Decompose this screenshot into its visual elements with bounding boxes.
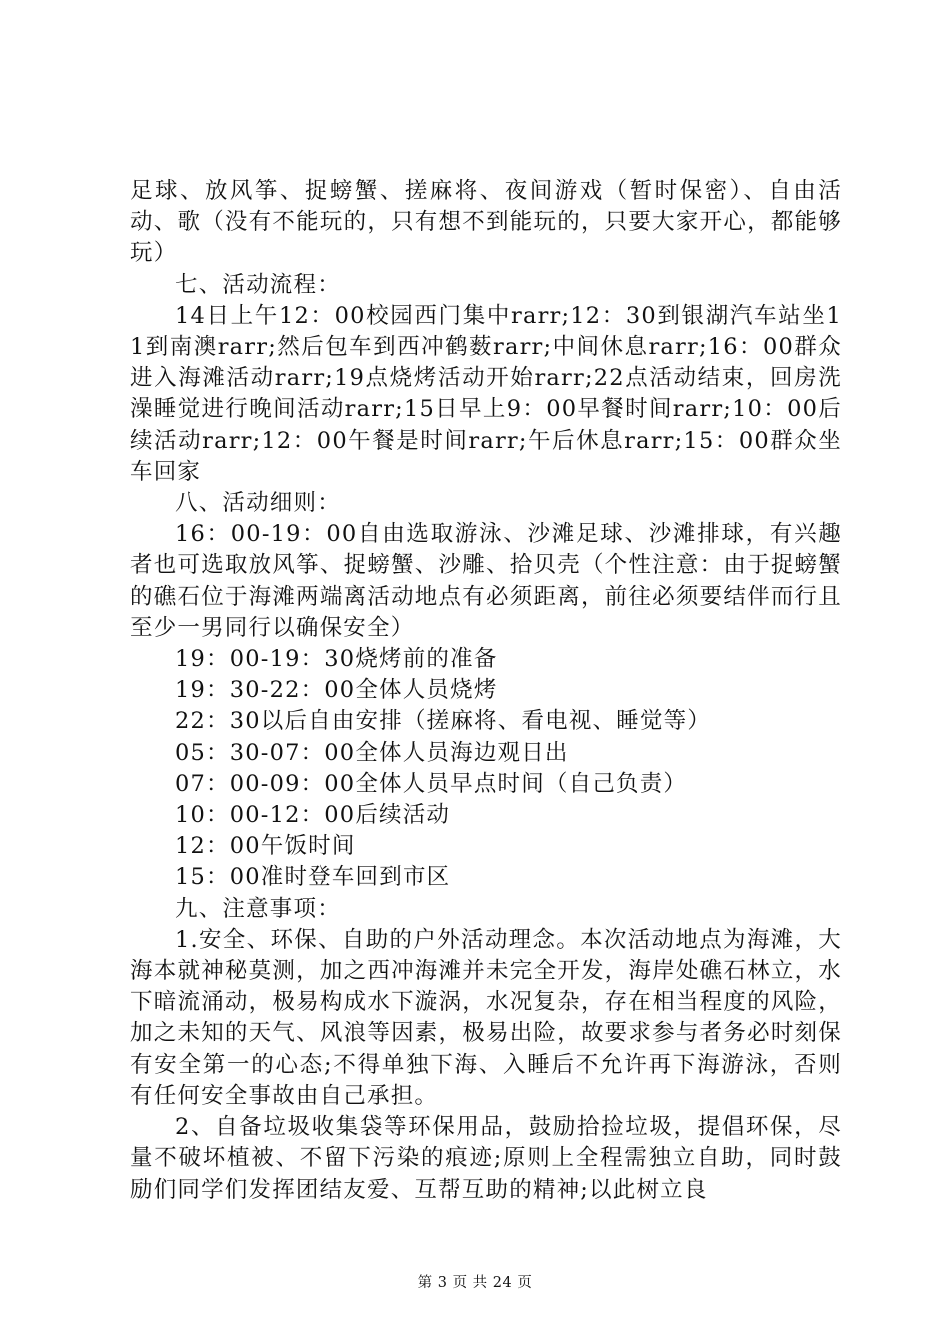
schedule-item: 19：00-19：30烧烤前的准备 <box>175 646 498 673</box>
heading-activity-rules: 八、活动细则： <box>175 490 341 517</box>
heading-notes: 九、注意事项： <box>175 895 341 922</box>
schedule-item: 19：30-22：00全体人员烧烤 <box>175 677 498 704</box>
paragraph-note-environment: 2、自备垃圾收集袋等环保用品，鼓励拾捡垃圾，提倡环保，尽量不破坏植被、不留下污染的痕迹;原则上全程需独立自助，同时鼓励们同学们发挥团结友爱、互帮互助的精神;以此树立良 <box>130 1114 842 1203</box>
schedule-item: 10：00-12：00后续活动 <box>175 802 451 829</box>
paragraph-note-safety: 1.安全、环保、自助的户外活动理念。本次活动地点为海滩，大海本就神秘莫测，加之西冲海滩并未完全开发，海岸处礁石林立，水下暗流涌动，极易构成水下漩涡，水况复杂，存在相当程度的风险，加之未知的天气、风浪等因素，极易出险，故要求参与者务必时刻保有安全第一的心态;不得单独下海、入睡后不允许再下海游泳，否则有任何安全事故由自己承担。 <box>130 926 842 1109</box>
paragraph-activity-process: 14日上午12：00校园西门集中rarr;12：30到银湖汽车站坐11到南澳rarr;然后包车到西冲鹤薮rarr;中间休息rarr;16：00群众进入海滩活动rarr;19点烧烤活动开始rarr;22点活动结束，回房洗澡睡觉进行晚间活动rarr;15日早上9：00早餐时间rarr;10：00后续活动rarr;12：00午餐是时间rarr;午后休息rarr;15：00群众坐车回家 <box>130 302 842 485</box>
schedule-item: 15：00准时登车回到市区 <box>175 864 451 891</box>
paragraph-activities-continued: 足球、放风筝、捉螃蟹、搓麻将、夜间游戏（暂时保密）、自由活动、歌（没有不能玩的，只有想不到能玩的，只要大家开心，都能够玩） <box>130 178 842 267</box>
document-body <box>130 176 842 1206</box>
schedule-item: 22：30以后自由安排（搓麻将、看电视、睡觉等） <box>175 708 712 735</box>
schedule-item: 12：00午饭时间 <box>175 833 356 860</box>
schedule-item: 07：00-09：00全体人员早点时间（自己负责） <box>175 770 688 797</box>
schedule-item: 05：30-07：00全体人员海边观日出 <box>175 739 569 766</box>
page-number-footer: 第 3 页 共 24 页 <box>417 1275 533 1291</box>
heading-activity-process: 七、活动流程： <box>175 271 341 298</box>
paragraph-free-activities: 16：00-19：00自由选取游泳、沙滩足球、沙滩排球，有兴趣者也可选取放风筝、捉螃蟹、沙雕、拾贝壳（个性注意：由于捉螃蟹的礁石位于海滩两端离活动地点有必须距离，前往必须要结伴而行且至少一男同行以确保安全） <box>130 521 842 641</box>
